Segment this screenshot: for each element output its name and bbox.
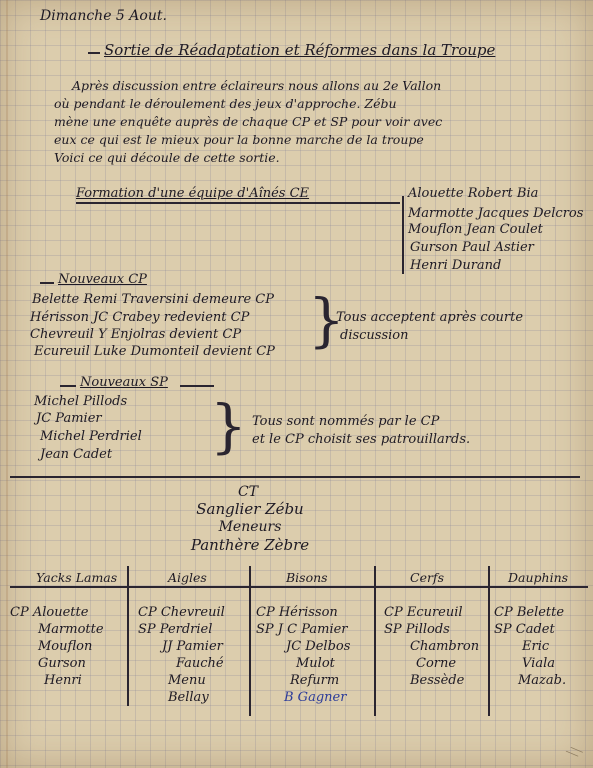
- table-header: Yacks Lamas: [36, 570, 118, 585]
- cp-line: Ecureuil Luke Dumonteil devient CP: [34, 344, 275, 359]
- aine-member: Mouflon Jean Coulet: [408, 222, 543, 237]
- sp-line: Michel Perdriel: [40, 429, 142, 444]
- intro-line: mène une enquête auprès de chaque CP et SP pour voir avec: [54, 114, 443, 129]
- table-header: Cerfs: [410, 570, 444, 585]
- table-cell: JJ Pamier: [162, 639, 223, 654]
- table-header-rule: [10, 586, 588, 588]
- table-cell: Eric: [522, 639, 550, 654]
- label-dash: [180, 385, 214, 387]
- aine-member: Gurson Paul Astier: [410, 240, 534, 255]
- sp-line: JC Pamier: [36, 411, 102, 426]
- margin-line: [6, 0, 8, 768]
- table-header: Aigles: [168, 570, 207, 585]
- nouveaux-sp-label: Nouveaux SP: [80, 375, 168, 390]
- table-column-rule: [127, 566, 129, 706]
- equipe-aines-bracket: [402, 196, 404, 274]
- intro-line: où pendant le déroulement des jeux d'approche. Zébu: [54, 96, 397, 111]
- table-cell: CP Alouette: [10, 605, 89, 620]
- section-separator: [10, 476, 580, 478]
- sp-brace: }: [210, 392, 247, 460]
- page-date: Dimanche 5 Aout.: [40, 8, 167, 24]
- table-cell: CP Ecureuil: [384, 605, 463, 620]
- cp-line: Belette Remi Traversini demeure CP: [32, 292, 274, 307]
- table-cell: Corne: [416, 656, 457, 671]
- table-cell: Refurm: [290, 673, 340, 688]
- table-cell: CP Hérisson: [256, 605, 338, 620]
- table-cell: Bessède: [410, 673, 465, 688]
- cp-line: Hérisson JC Crabey redevient CP: [30, 310, 250, 325]
- aine-member: Henri Durand: [410, 258, 502, 273]
- cp-brace: }: [308, 286, 345, 354]
- nouveaux-cp-label: Nouveaux CP: [58, 272, 147, 287]
- table-column-rule: [249, 566, 251, 716]
- table-cell: SP Cadet: [494, 622, 555, 637]
- equipe-aines-label: Formation d'une équipe d'Aînés CE: [76, 186, 310, 201]
- intro-line: eux ce qui est le mieux pour la bonne marche de la troupe: [54, 132, 424, 147]
- sp-comment: et le CP choisit ses patrouillards.: [252, 432, 471, 447]
- table-cell: CP Chevreuil: [138, 605, 225, 620]
- table-cell: CP Belette: [494, 605, 565, 620]
- table-column-rule: [374, 566, 376, 716]
- table-cell: Menu: [168, 673, 206, 688]
- intro-line: Voici ce qui découle de cette sortie.: [54, 150, 280, 165]
- table-header: Dauphins: [508, 570, 569, 585]
- corner-scribble-icon: ╲╲: [566, 744, 584, 761]
- table-cell: SP Perdriel: [138, 622, 213, 637]
- title-dash: [88, 52, 100, 54]
- table-cell: B Gagner: [284, 690, 347, 705]
- sp-line: Michel Pillods: [34, 394, 128, 409]
- table-column-rule: [488, 566, 490, 716]
- aine-member: Alouette Robert Bia: [408, 186, 539, 201]
- sp-line: Jean Cadet: [40, 447, 113, 462]
- intro-line: Après discussion entre éclaireurs nous allons au 2e Vallon: [72, 78, 442, 93]
- table-cell: Mazab.: [518, 673, 567, 688]
- ct-name: Sanglier Zébu: [196, 500, 304, 518]
- meneurs-names: Panthère Zèbre: [190, 536, 310, 554]
- table-cell: Mulot: [296, 656, 335, 671]
- cp-comment: Tous acceptent après courte: [336, 310, 524, 325]
- label-dash: [40, 282, 54, 284]
- label-dash: [60, 385, 76, 387]
- table-cell: Fauché: [176, 656, 224, 671]
- table-cell: Marmotte: [38, 622, 104, 637]
- ct-label: CT: [237, 484, 259, 500]
- table-header: Bisons: [286, 570, 328, 585]
- table-cell: SP J C Pamier: [256, 622, 348, 637]
- cp-line: Chevreuil Y Enjolras devient CP: [30, 327, 242, 342]
- equipe-aines-underline: [76, 202, 400, 204]
- meneurs-label: Meneurs: [218, 519, 282, 535]
- table-cell: Bellay: [168, 690, 209, 705]
- cp-comment: discussion: [340, 328, 409, 343]
- aine-member: Marmotte Jacques Delcros: [408, 206, 584, 221]
- table-cell: Mouflon: [38, 639, 93, 654]
- table-cell: Chambron: [410, 639, 480, 654]
- table-cell: SP Pillods: [384, 622, 450, 637]
- table-cell: Gurson: [38, 656, 86, 671]
- sp-comment: Tous sont nommés par le CP: [252, 414, 440, 429]
- table-cell: Henri: [44, 673, 82, 688]
- table-cell: JC Delbos: [286, 639, 351, 654]
- page-title: Sortie de Réadaptation et Réformes dans la Troupe: [104, 41, 496, 59]
- table-cell: Viala: [522, 656, 555, 671]
